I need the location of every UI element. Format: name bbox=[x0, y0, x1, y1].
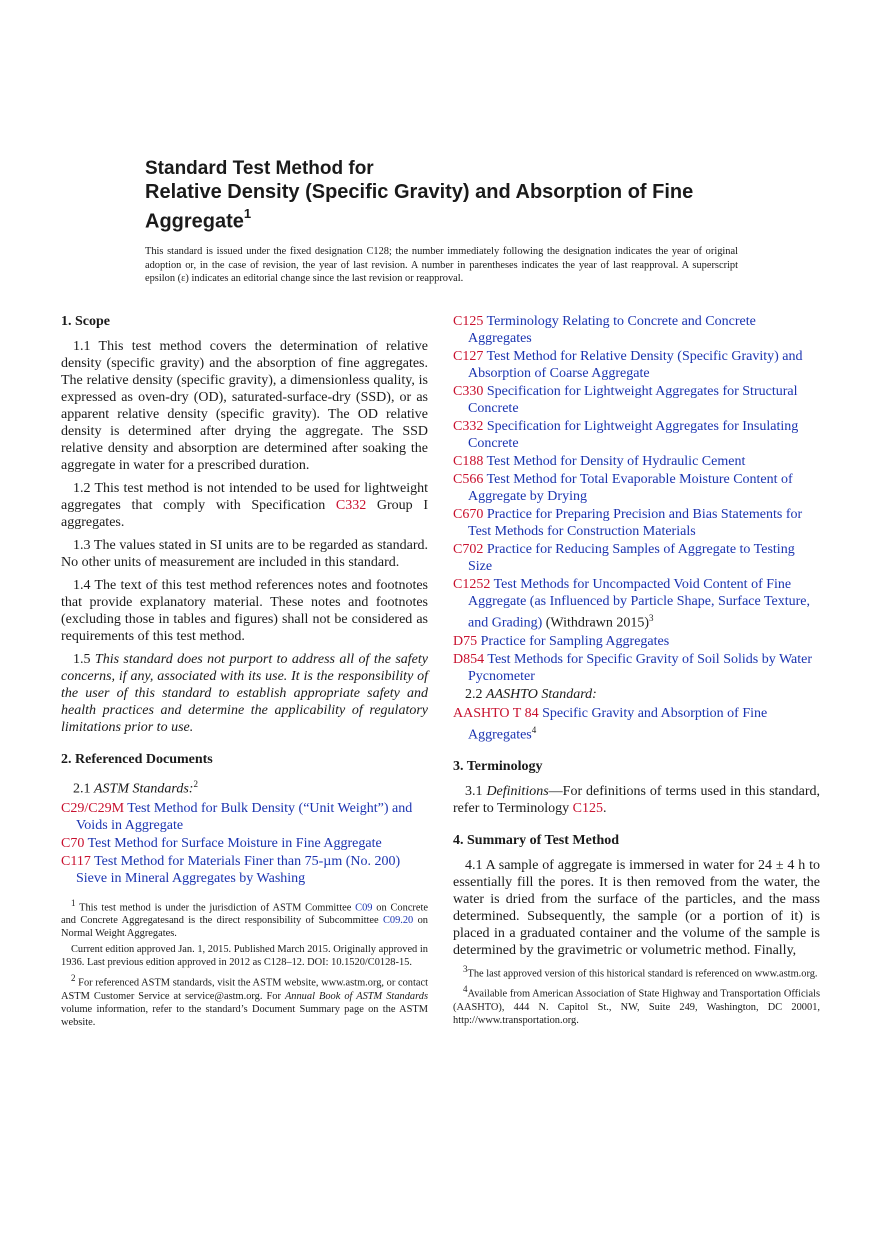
ref-item-d854[interactable]: D854 Test Methods for Specific Gravity of Soil Solids by Water Pycnometer bbox=[453, 651, 813, 684]
ref-item-c127[interactable]: C127 Test Method for Relative Density (Specific Gravity) and Absorption of Coarse Aggregate bbox=[453, 349, 803, 381]
ref-item-c330[interactable]: C330 Specification for Lightweight Aggregates for Structural Concrete bbox=[453, 384, 798, 416]
title-text: Relative Density (Specific Gravity) and Absorption of Fine Aggregate bbox=[145, 181, 694, 233]
scope-1-5: 1.5 This standard does not purport to address all of the safety concerns, if any, associated with its use. It is the responsibility of the user of this standard to establish appropriate safety and health practices and determine the applicability of regulatory limitations prior to use. bbox=[61, 652, 428, 735]
ref-item-c29[interactable]: C29/C29M Test Method for Bulk Density (“Unit Weight”) and Voids in Aggregate bbox=[61, 800, 413, 833]
title-line-1: Standard Test Method for bbox=[145, 158, 374, 179]
terminology-heading: 3. Terminology bbox=[453, 759, 543, 775]
ref-item-c1252[interactable]: C1252 Test Methods for Uncompacted Void Content of Fine Aggregate (as Influenced by Particle Shape, Surface Texture, and Grading) (Withdrawn 2015)$^3$ bbox=[453, 577, 811, 631]
footnote-1: $^1$ This test method is under the jurisdiction of ASTM Committee C09 on Concrete and Concrete Aggregatesand is the direct responsibility of Subcommittee C09.20 on Normal Weight Aggregates. bbox=[61, 898, 429, 940]
title-footnote-marker: 1 bbox=[243, 206, 252, 221]
references-heading: 2. Referenced Documents bbox=[61, 752, 213, 767]
footnotes-left bbox=[61, 897, 428, 1032]
summary-heading: 4. Summary of Test Method bbox=[453, 833, 620, 849]
ref-item-c702[interactable]: C702 Practice for Reducing Samples of Aggregate to Testing Size bbox=[453, 542, 795, 574]
ref-link-c09[interactable]: C09 bbox=[355, 902, 373, 914]
right-column bbox=[453, 313, 820, 965]
page-title bbox=[145, 180, 765, 234]
ref-item-c125[interactable]: C125 Terminology Relating to Concrete and Concrete Aggregates bbox=[453, 314, 756, 346]
ref-item-c188[interactable]: C188 Test Method for Density of Hydraulic Cement bbox=[453, 454, 746, 469]
ref-item-c670[interactable]: C670 Practice for Preparing Precision and Bias Statements for Test Methods for Construction Materials bbox=[453, 507, 803, 539]
designation-notice: This standard is issued under the fixed designation C128; the number immediately following the designation indicates the year of original adoption or, in the case of revision, the year of last revision. A number in parentheses indicates the year of last reapproval. A superscript epsilon (ε) indicates an editorial change since the last revision or reapproval. bbox=[145, 246, 738, 285]
summary-4-1: 4.1 A sample of aggregate is immersed in water for 24 ± 4 h to essentially fill the pores. It is then removed from the water, the water is dried from the surface of the particles, and the mass determined. Subsequently, the sample (or a portion of it) is placed in a graduated container and the volume of the sample is determined by the gravimetric or volumetric method. Finally, bbox=[453, 858, 820, 959]
ref-item-c566[interactable]: C566 Test Method for Total Evaporable Moisture Content of Aggregate by Drying bbox=[453, 472, 793, 504]
scope-1-4: 1.4 The text of this test method references notes and footnotes that provide explanatory material. These notes and footnotes (excluding those in tables and figures) shall not be considered as requirements of this test method. bbox=[61, 578, 428, 644]
ref-link-c125[interactable]: C125 bbox=[572, 801, 604, 817]
scope-1-1: 1.1 This test method covers the determination of relative density (specific gravity) and the absorption of fine aggregates. The relative density (specific gravity), a dimensionless quality, is expressed as oven-dry (OD), saturated-surface-dry (SSD), or as apparent relative density (specific gravity). The OD relative density is determined after drying the aggregate. The SSD relative density and absorption are determined after soaking the aggregate in water for a prescribed duration. bbox=[61, 339, 428, 473]
aashto-standard-label: 2.2 AASHTO Standard: bbox=[465, 686, 597, 702]
scope-1-2: 1.2 This test method is not intended to be used for lightweight aggregates that comply with Specification C332 Group I aggregates. bbox=[61, 481, 429, 530]
ref-link-c332[interactable]: C332 bbox=[335, 498, 367, 513]
ref-item-c117[interactable]: C117 Test Method for Materials Finer than 75-µm (No. 200) Sieve in Mineral Aggregates by Washing bbox=[61, 853, 401, 886]
footnote-1-edition: Current edition approved Jan. 1, 2015. Published March 2015. Originally approved in 1936. Last previous edition approved in 2012 as C128–12. DOI: 10.1520/C0128-15. bbox=[61, 944, 428, 969]
footnote-2: $^2$ For referenced ASTM standards, visit the ASTM website, www.astm.org, or contact ASTM Customer Service at service@astm.org. For Annual Book of ASTM Standards volume information, refer to the standard’s Document Summary page on the ASTM website. bbox=[61, 973, 428, 1028]
footnote-3: $^3$The last approved version of this historical standard is referenced on www.astm.org. bbox=[463, 964, 818, 980]
footnotes-right bbox=[453, 963, 820, 1030]
scope-1-3: 1.3 The values stated in SI units are to be regarded as standard. No other units of measurement are included in this standard. bbox=[61, 538, 428, 570]
footnote-4: $^4$Available from American Association of State Highway and Transportation Officials (AASHTO), 444 N. Capitol St., NW, Suite 249, Washington, DC 20001, http://www.transportation.org. bbox=[453, 984, 820, 1026]
scope-heading: 1. Scope bbox=[61, 314, 110, 329]
ref-item-aashto-t84[interactable]: AASHTO T 84 Specific Gravity and Absorption of Fine Aggregates$^4$ bbox=[453, 705, 768, 743]
ref-item-d75[interactable]: D75 Practice for Sampling Aggregates bbox=[453, 633, 670, 649]
terminology-3-1: 3.1 Definitions—For definitions of terms used in this standard, refer to Terminology C125. bbox=[453, 784, 820, 817]
astm-standards-label: 2.1 ASTM Standards:$^2$ bbox=[73, 779, 198, 797]
ref-item-c332[interactable]: C332 Specification for Lightweight Aggregates for Insulating Concrete bbox=[453, 419, 799, 451]
left-column bbox=[61, 313, 428, 888]
ref-link-c09-20[interactable]: C09.20 bbox=[382, 915, 414, 927]
ref-item-c70[interactable]: C70 Test Method for Surface Moisture in Fine Aggregate bbox=[61, 835, 382, 851]
